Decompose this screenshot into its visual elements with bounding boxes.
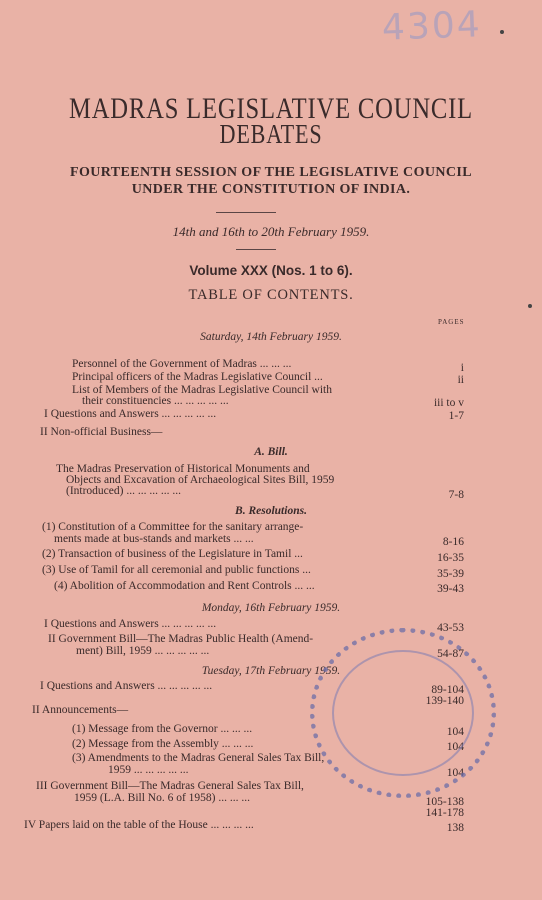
toc-page: 138 (446, 822, 464, 834)
toc-page: 7-8 (448, 489, 464, 501)
title-line2: DEBATES (219, 119, 323, 149)
toc-page: 54-87 (437, 648, 464, 660)
toc-page: 104 (446, 741, 464, 753)
toc-entry-resolution: (4) Abolition of Accommodation and Rent Controls ... ... (54, 580, 315, 592)
toc-page: 141-178 (425, 807, 464, 819)
toc-entry-government-bill-cont: 1959 (L.A. Bill No. 6 of 1958) ... ... ... (74, 792, 251, 804)
toc-entry-amendments: (3) Amendments to the Madras General Sales Tax Bill, (72, 752, 325, 764)
toc-entry-resolution: (2) Transaction of business of the Legislature in Tamil ... (42, 548, 303, 560)
toc-entry-questions: I Questions and Answers ... ... ... ... ... (44, 618, 217, 630)
divider (236, 249, 276, 250)
toc-entry-resolution: (1) Constitution of a Committee for the sanitary arrange- (42, 521, 304, 533)
toc-entry-amendments-cont: 1959 ... ... ... ... ... (108, 764, 189, 776)
toc-entry-questions: I Questions and Answers ... ... ... ... ... (40, 680, 213, 692)
toc-page: 16-35 (437, 552, 464, 564)
toc-entry-questions: I Questions and Answers ... ... ... ... ... (44, 408, 217, 420)
day-heading-monday: Monday, 16th February 1959. (201, 602, 341, 614)
toc-page: 35-39 (437, 568, 464, 580)
toc-page: ii (457, 374, 464, 386)
day-heading-saturday: Saturday, 14th February 1959. (200, 331, 342, 343)
toc-page: 89-104 (431, 684, 464, 696)
session-line1: FOURTEENTH SESSION OF THE LEGISLATIVE COUNCIL (70, 165, 472, 180)
session-line2: UNDER THE CONSTITUTION OF INDIA. (131, 182, 411, 197)
subheading-bill: A. Bill. (254, 446, 288, 458)
toc-section-announcements: II Announcements— (32, 704, 129, 716)
session-dates: 14th and 16th to 20th February 1959. (172, 224, 370, 239)
toc-entry-bill-cont: (Introduced) ... ... ... ... ... (66, 485, 181, 497)
toc-entry-officers: Principal officers of the Madras Legislative Council ... (72, 371, 323, 383)
toc-page: 104 (446, 767, 464, 779)
divider (216, 212, 276, 213)
toc-entry-bill-cont: Objects and Excavation of Archaeological Sites Bill, 1959 (66, 474, 335, 486)
toc-entry-members-cont: their constituencies ... ... ... ... ... (82, 395, 229, 407)
toc-entry-members: List of Members of the Madras Legislative Council with (72, 384, 332, 396)
toc-entry-papers: IV Papers laid on the table of the House ... ... ... ... (24, 819, 254, 831)
toc-entry-message-governor: (1) Message from the Governor ... ... ... (72, 723, 253, 735)
toc-entry-government-bill: III Government Bill—The Madras General Sales Tax Bill, (36, 780, 304, 792)
toc-page: 39-43 (437, 583, 464, 595)
toc-entry-government-bill: II Government Bill—The Madras Public Health (Amend- (48, 633, 314, 645)
toc-entry-government-bill-cont: ment) Bill, 1959 ... ... ... ... ... (76, 645, 210, 657)
toc-entry-bill: The Madras Preservation of Historical Monuments and (56, 463, 310, 475)
toc-entry-resolution: (3) Use of Tamil for all ceremonial and public functions ... (42, 564, 311, 576)
toc-section-nonofficial: II Non-official Business— (40, 426, 163, 438)
volume-label: Volume XXX (Nos. 1 to 6). (189, 263, 353, 278)
toc-page: 1-7 (448, 410, 464, 422)
library-stamp-ring (332, 650, 474, 776)
toc-page: i (460, 362, 464, 374)
title-line1: MADRAS LEGISLATIVE COUNCIL (69, 92, 473, 125)
pages-column-header: PAGES (438, 318, 465, 326)
toc-page: 8-16 (442, 536, 464, 548)
toc-page: 43-53 (437, 622, 464, 634)
toc-entry-personnel: Personnel of the Government of Madras ... ... ... (72, 358, 292, 370)
toc-page: iii to v (433, 397, 464, 409)
toc-page: 105-138 (425, 796, 464, 808)
toc-page: 104 (446, 726, 464, 738)
speck (500, 30, 504, 34)
toc-entry-resolution-cont: ments made at bus-stands and markets ... ... (54, 533, 254, 545)
toc-entry-message-assembly: (2) Message from the Assembly ... ... ... (72, 738, 254, 750)
speck (528, 304, 532, 308)
subheading-resolutions: B. Resolutions. (235, 505, 307, 517)
day-heading-tuesday: Tuesday, 17th February 1959. (201, 665, 341, 677)
toc-heading: TABLE OF CONTENTS. (188, 287, 354, 303)
handwritten-number: 4304 (381, 4, 483, 49)
toc-page: 139-140 (425, 695, 464, 707)
